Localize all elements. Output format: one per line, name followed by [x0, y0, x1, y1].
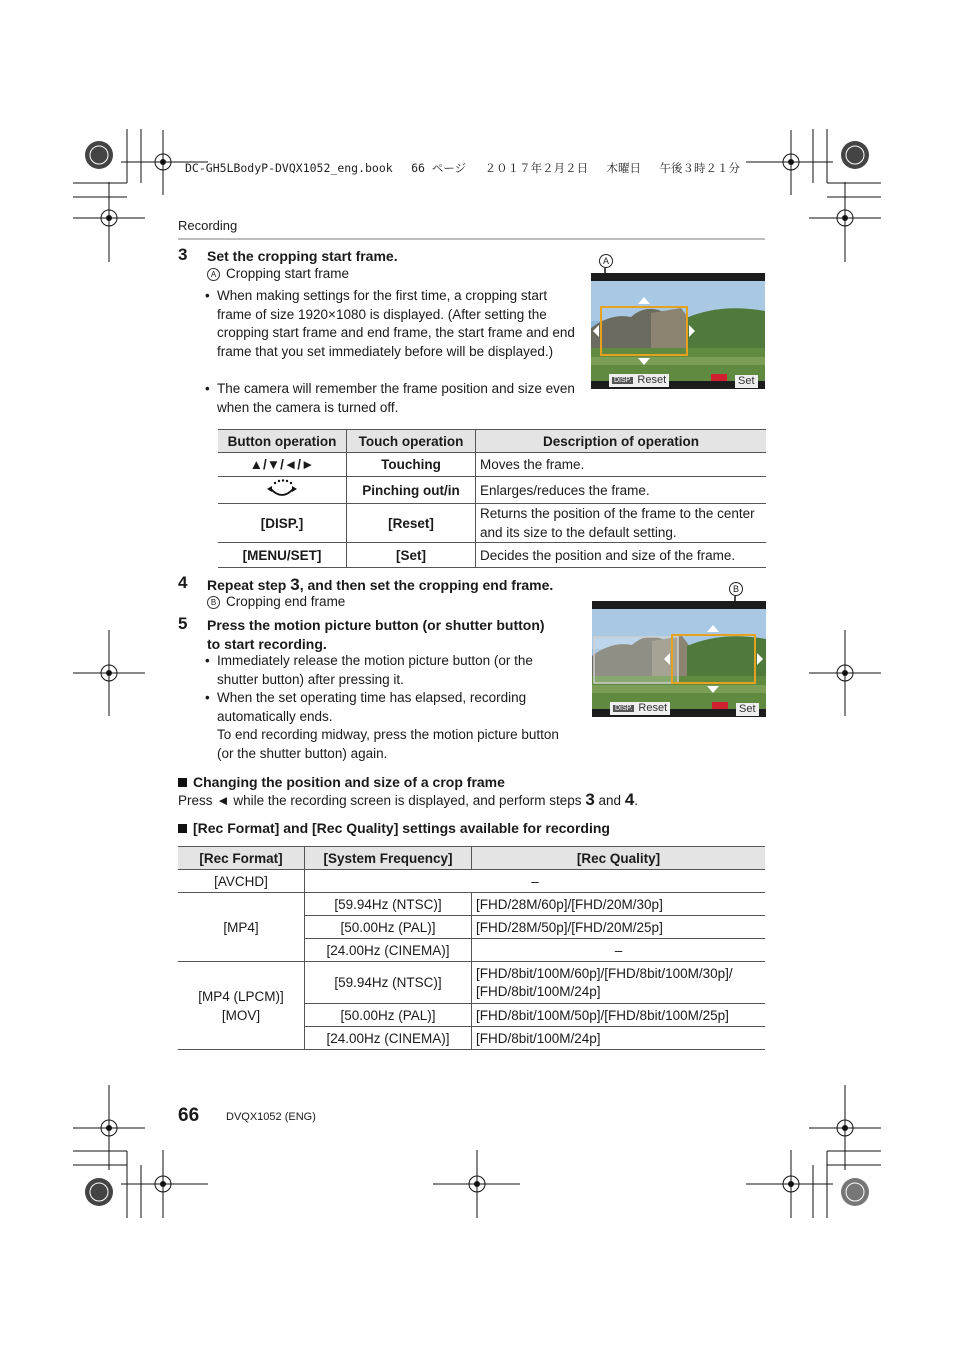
table-row: [178, 870, 765, 893]
col-header: [Rec Format]: [178, 847, 305, 870]
marker-b-text: Cropping end frame: [226, 594, 346, 609]
table-row: [178, 962, 765, 1004]
step-4-marker-note: [207, 593, 345, 612]
table-cell: [MP4 (LPCM)] [MOV]: [178, 962, 305, 1050]
table-cell: Touching: [347, 453, 476, 477]
step-5-bullet: • When the set operating time has elapsed, recording automatically ends.: [205, 689, 577, 726]
table-cell: Moves the frame.: [476, 453, 767, 477]
operations-table: [218, 429, 766, 568]
table-cell: [FHD/28M/50p]/[FHD/20M/25p]: [472, 916, 766, 939]
marker-b: B: [207, 596, 220, 609]
table-cell: [FHD/8bit/100M/24p]: [472, 1027, 766, 1050]
table-cell: [FHD/28M/60p]/[FHD/20M/30p]: [472, 893, 766, 916]
table-cell: [24.00Hz (CINEMA)]: [305, 939, 472, 962]
step-3-bullet: • When making settings for the first time, a cropping start frame of size 1920×1080 is displayed. (After setting the cropping start frame and end frame, the start frame and end frame that you set immediately before will be displayed.): [205, 287, 575, 361]
col-header: Description of operation: [476, 430, 767, 453]
square-bullet-icon: [178, 824, 187, 833]
table-row: [218, 453, 766, 477]
step-5-title-line-1: Press the motion picture button (or shutter button): [207, 617, 545, 633]
camera-screen-end-frame: [592, 601, 766, 717]
page-number: 66: [178, 1105, 200, 1126]
print-header: DC-GH5LBodyP-DVQX1052_eng.book 66 ページ ２０１７年２月２日 木曜日 午後３時２１分: [185, 161, 740, 175]
table-cell: [Set]: [347, 543, 476, 568]
step-3-number: 3: [178, 245, 188, 264]
table-cell: [FHD/8bit/100M/50p]/[FHD/8bit/100M/25p]: [472, 1004, 766, 1027]
step-5-number: 5: [178, 614, 188, 633]
section-label: Recording: [178, 218, 238, 233]
document-code: DVQX1052 (ENG): [226, 1111, 316, 1123]
rec-format-table: [178, 846, 765, 1050]
camera-screen-start-frame: [591, 273, 765, 389]
table-cell: Pinching out/in: [347, 477, 476, 504]
change-section-text: Press ◄ while the recording screen is displayed, and perform steps 3 and 4.: [178, 790, 639, 809]
control-dial-icon: [266, 478, 298, 500]
set-label: Set: [735, 375, 758, 388]
table-cell: [AVCHD]: [178, 870, 305, 893]
step-5-bullet: • Immediately release the motion picture button (or the shutter button) after pressing it.: [205, 652, 577, 689]
reset-label: DISP. Reset: [609, 374, 669, 387]
landscape-image: [592, 601, 766, 717]
rec-section-heading: [Rec Format] and [Rec Quality] settings available for recording: [178, 820, 610, 836]
table-cell: [50.00Hz (PAL)]: [305, 1004, 472, 1027]
marker-a: A: [207, 268, 220, 281]
step-5-title-line-2: to start recording.: [207, 636, 327, 652]
table-cell: [MP4]: [178, 893, 305, 962]
step-3-title: Set the cropping start frame.: [207, 248, 398, 264]
table-cell: [50.00Hz (PAL)]: [305, 916, 472, 939]
col-header: Touch operation: [347, 430, 476, 453]
col-header: [System Frequency]: [305, 847, 472, 870]
change-section-heading: Changing the position and size of a crop frame: [178, 774, 505, 790]
step-4-number: 4: [178, 573, 188, 592]
table-cell: [FHD/8bit/100M/60p]/[FHD/8bit/100M/30p]/ [FHD/8bit/100M/24p]: [472, 962, 766, 1004]
table-row: [178, 893, 765, 916]
table-cell: –: [472, 939, 766, 962]
table-cell: [Reset]: [347, 504, 476, 543]
table-cell: [DISP.]: [218, 504, 347, 543]
table-cell: [59.94Hz (NTSC)]: [305, 893, 472, 916]
landscape-image: [591, 273, 765, 389]
step-3-marker-note: [207, 265, 349, 284]
step-4-title: Repeat step 3, and then set the cropping end frame.: [207, 575, 554, 594]
table-row: [218, 543, 766, 568]
marker-a-text: Cropping start frame: [226, 266, 350, 281]
table-cell: [218, 477, 347, 504]
col-header: [Rec Quality]: [472, 847, 766, 870]
step-3-bullet: • The camera will remember the frame position and size even when the camera is turned off.: [205, 380, 575, 417]
square-bullet-icon: [178, 778, 187, 787]
callout-b: B: [729, 582, 743, 596]
table-cell: [24.00Hz (CINEMA)]: [305, 1027, 472, 1050]
callout-a: A: [599, 254, 613, 268]
section-divider: [178, 238, 765, 240]
step-5-extra: To end recording midway, press the motion picture button (or the shutter button) again.: [217, 727, 559, 761]
table-cell: Decides the position and size of the frame.: [476, 543, 767, 568]
table-cell: Enlarges/reduces the frame.: [476, 477, 767, 504]
table-row: [218, 477, 766, 504]
table-cell: ▲/▼/◄/►: [218, 453, 347, 477]
table-row: [218, 504, 766, 543]
set-label: Set: [736, 703, 759, 716]
col-header: Button operation: [218, 430, 347, 453]
table-cell: Returns the position of the frame to the center and its size to the default setting.: [476, 504, 767, 543]
table-cell: –: [305, 870, 766, 893]
table-cell: [MENU/SET]: [218, 543, 347, 568]
reset-label: DISP. Reset: [610, 702, 670, 715]
table-cell: [59.94Hz (NTSC)]: [305, 962, 472, 1004]
